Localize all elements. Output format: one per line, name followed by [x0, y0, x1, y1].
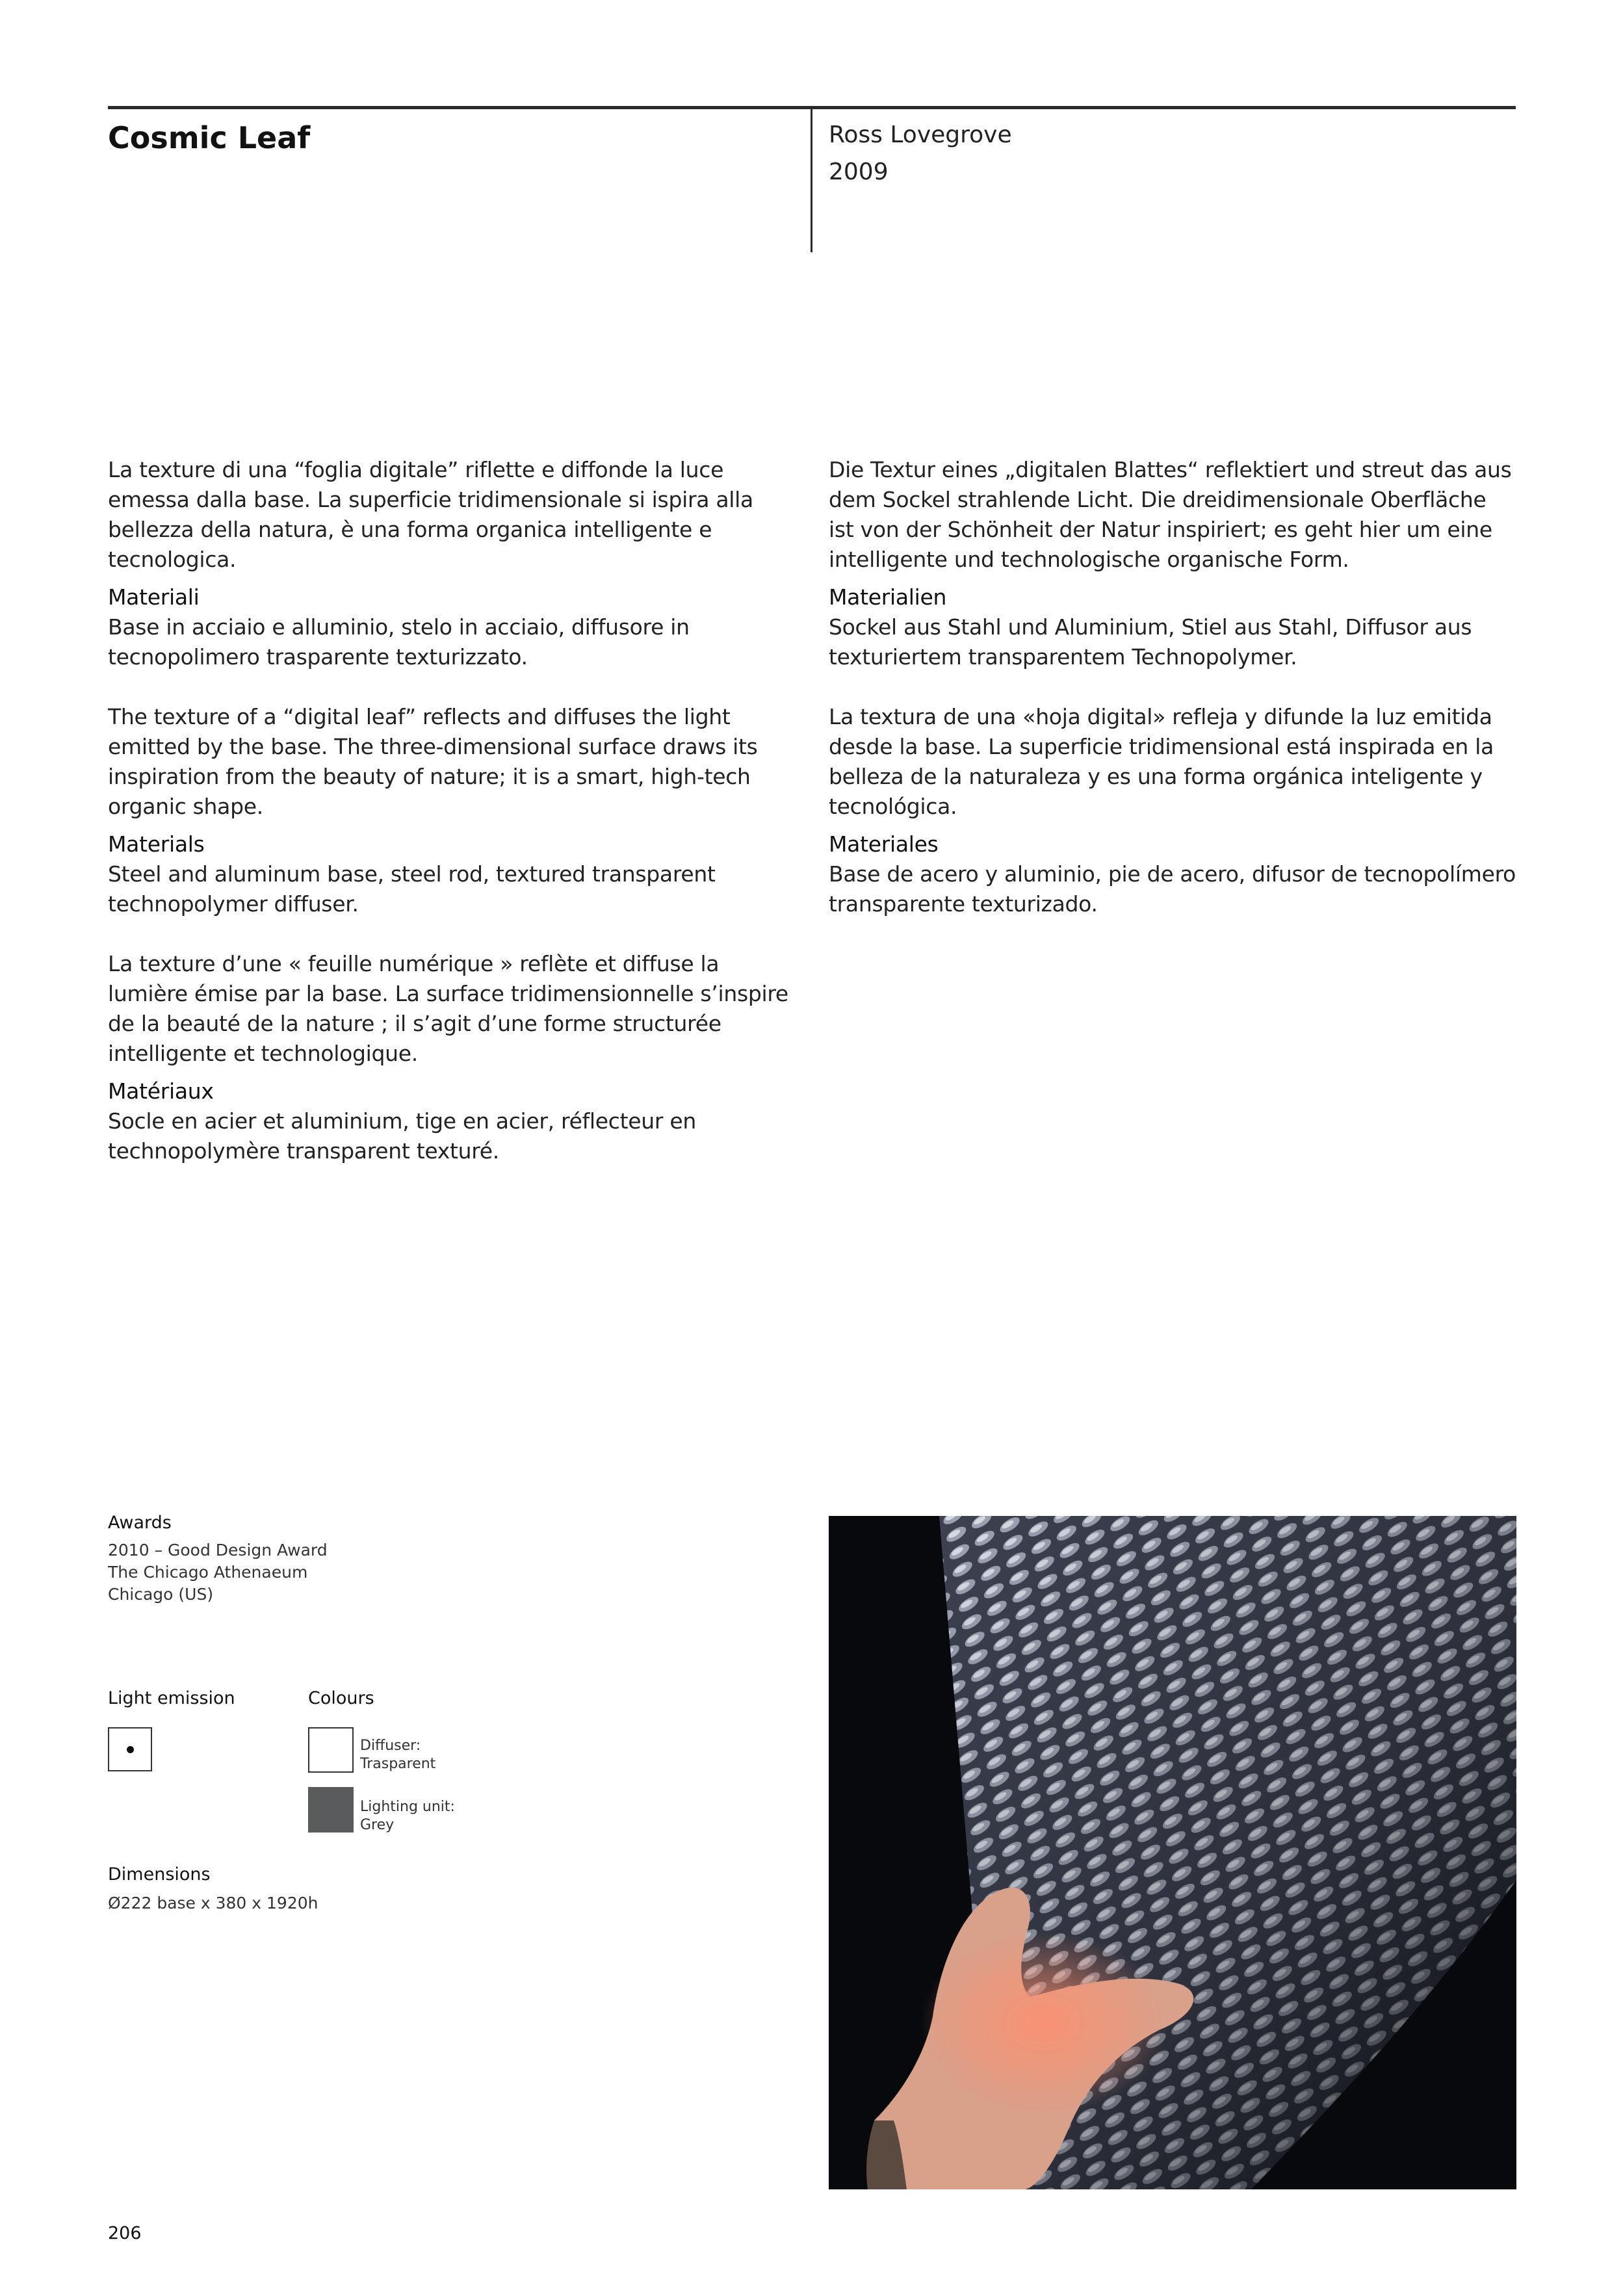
diffuser-label: Diffuser:	[360, 1738, 421, 1754]
designer-name: Ross Lovegrove	[829, 122, 1012, 148]
german-description: Die Textur eines „digitalen Blattes“ reflektiert und streut das aus dem Sockel strahlende Licht. Die dreidimensionale Oberfläche ist von der Schönheit der Natur inspiriert; es geht hier um eine intelligente und technologische organische Form.	[829, 457, 1512, 572]
lighting-unit-label: Lighting unit:	[360, 1799, 455, 1815]
italian-materials: Base in acciaio e alluminio, stelo in acciaio, diffusore in tecnopolimero trasparente texturizzato.	[108, 614, 690, 670]
dimensions-value: Ø222 base x 380 x 1920h	[108, 1894, 318, 1912]
text-column-left	[108, 455, 797, 1166]
page-number: 206	[108, 2223, 142, 2243]
diffuser-colour-label	[360, 1737, 435, 1773]
spanish-materials: Base de acero y aluminio, pie de acero, difusor de tecnopolímero transparente texturizado.	[829, 861, 1516, 917]
lighting-unit-value: Grey	[360, 1817, 395, 1833]
diffuser-value: Trasparent	[360, 1756, 436, 1772]
french-materials-heading: Matériaux	[108, 1078, 214, 1104]
award-line: 2010 – Good Design Award	[108, 1541, 328, 1559]
french-description: La texture d’une « feuille numérique » reflète et diffuse la lumière émise par la base. La surface tridimensionnelle s’inspire de la beauté de la nature ; il s’agit d’une forme structurée intelligente et technologique.	[108, 951, 788, 1066]
transparent-swatch	[308, 1727, 354, 1773]
light-emission-dot-icon	[127, 1746, 134, 1753]
italian-description: La texture di una “foglia digitale” riflette e diffonde la luce emessa dalla base. La superficie tridimensionale si ispira alla bellezza della natura, è una forma organica intelligente e tecnologica.	[108, 457, 753, 572]
german-materials: Sockel aus Stahl und Aluminium, Stiel aus Stahl, Diffusor aus texturiertem transparentem Technopolymer.	[829, 614, 1472, 670]
english-materials: Steel and aluminum base, steel rod, textured transparent technopolymer diffuser.	[108, 861, 716, 917]
lighting-unit-colour-label	[360, 1798, 455, 1834]
design-year: 2009	[829, 159, 889, 185]
awards-title: Awards	[108, 1513, 172, 1533]
english-description: The texture of a “digital leaf” reflects and diffuses the light emitted by the base. The three-dimensional surface draws its inspiration from the beauty of nature; it is a smart, high-tech organic shape.	[108, 704, 758, 819]
colours-title: Colours	[308, 1688, 374, 1708]
header-divider	[811, 106, 812, 252]
spanish-materials-heading: Materiales	[829, 831, 939, 857]
award-line: Chicago (US)	[108, 1585, 214, 1604]
german-materials-heading: Materialien	[829, 584, 947, 610]
textured-leaf-photo	[829, 1516, 1516, 2189]
english-materials-heading: Materials	[108, 831, 205, 857]
award-line: The Chicago Athenaeum	[108, 1563, 308, 1582]
text-column-right	[829, 455, 1518, 919]
product-title: Cosmic Leaf	[108, 120, 311, 155]
dimensions-title: Dimensions	[108, 1864, 211, 1885]
french-materials: Socle en acier et aluminium, tige en acier, réflecteur en technopolymère transparent texturé.	[108, 1108, 696, 1164]
product-photo	[829, 1516, 1516, 2189]
spanish-description: La textura de una «hoja digital» refleja y difunde la luz emitida desde la base. La superficie tridimensional está inspirada en la belleza de la naturaleza y es una forma orgánica inteligente y tecnológica.	[829, 704, 1494, 819]
italian-materials-heading: Materiali	[108, 584, 200, 610]
light-emission-title: Light emission	[108, 1688, 235, 1708]
grey-swatch	[308, 1787, 354, 1833]
awards-list	[108, 1539, 328, 1606]
